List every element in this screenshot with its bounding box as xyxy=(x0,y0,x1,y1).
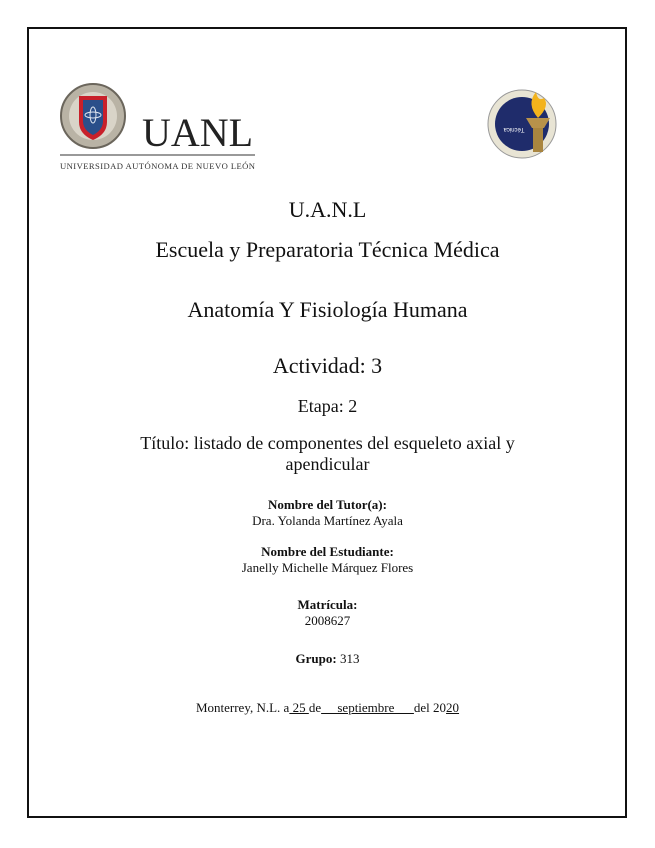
title-line-1: Título: listado de componentes del esqueleto axial y xyxy=(140,433,515,453)
stage-heading: Etapa: 2 xyxy=(297,396,358,416)
svg-text:UANL: UANL xyxy=(142,110,254,155)
subject-heading: Anatomía Y Fisiología Humana xyxy=(187,297,468,322)
group-value: 313 xyxy=(339,651,360,666)
date-day: 25 xyxy=(289,700,309,715)
institution-heading: U.A.N.L xyxy=(288,197,367,222)
date-month: septiembre xyxy=(321,700,414,715)
svg-text:Técnica: Técnica xyxy=(503,126,525,132)
title-line-2: apendicular xyxy=(285,454,370,474)
date-del: del 20 xyxy=(413,700,447,715)
school-heading: Escuela y Preparatoria Técnica Médica xyxy=(155,237,500,262)
date-line xyxy=(0,700,655,716)
id-value: 2008627 xyxy=(304,613,351,628)
tutor-label: Nombre del Tutor(a): xyxy=(268,497,387,512)
activity-heading: Actividad: 3 xyxy=(272,353,383,378)
date-de: de xyxy=(308,700,322,715)
group-line xyxy=(0,651,655,667)
student-label: Nombre del Estudiante: xyxy=(261,544,394,559)
date-prefix: Monterrey, N.L. a xyxy=(195,700,290,715)
escuela-tecnica-medica-seal xyxy=(480,76,572,164)
uanl-logo xyxy=(60,82,265,174)
tutor-name: Dra. Yolanda Martínez Ayala xyxy=(252,513,403,528)
id-label: Matrícula: xyxy=(297,597,358,612)
group-label: Grupo: xyxy=(295,651,337,666)
date-year-suffix: 20 xyxy=(446,700,460,715)
svg-text:UNIVERSIDAD AUTÓNOMA DE NUEVO: UNIVERSIDAD AUTÓNOMA DE NUEVO LEÓN xyxy=(60,161,255,171)
student-name: Janelly Michelle Márquez Flores xyxy=(241,560,414,575)
